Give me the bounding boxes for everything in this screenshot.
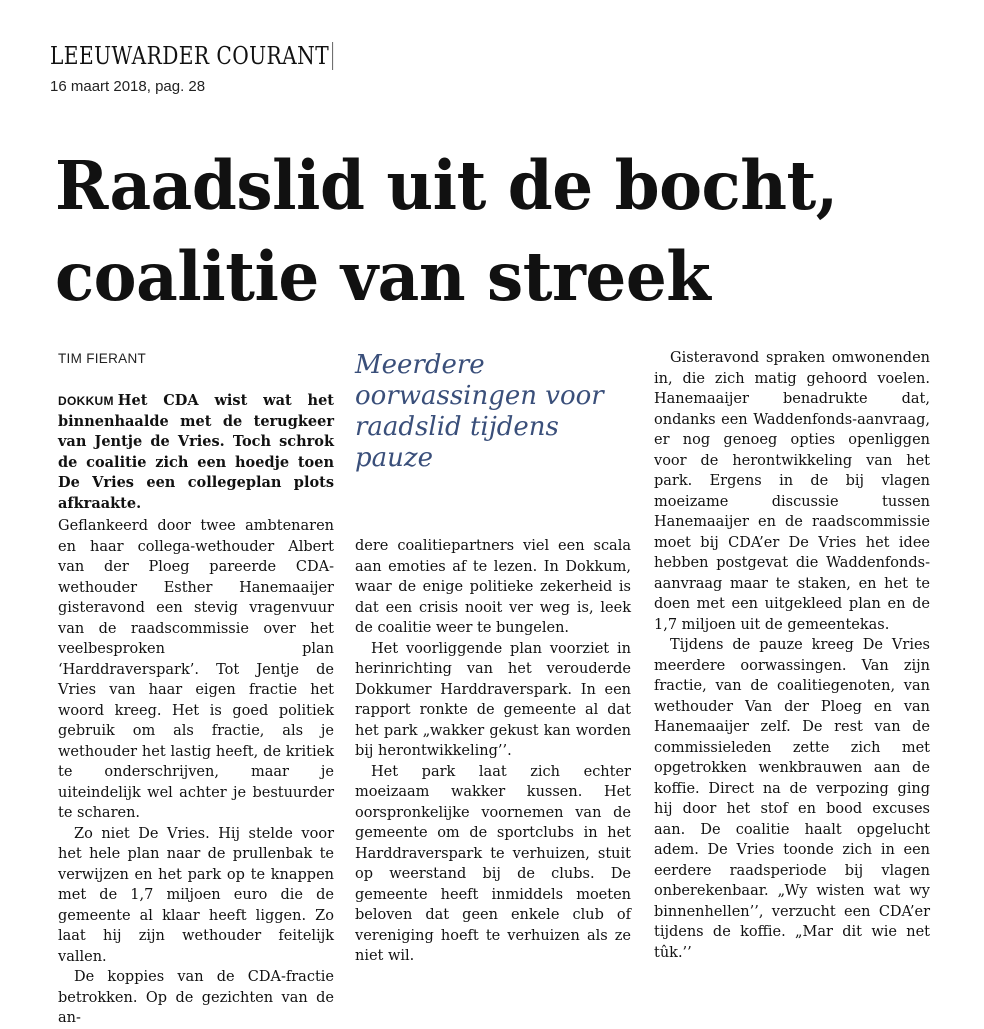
lead-paragraph [58,391,334,514]
body-column-2 [355,536,631,967]
paragraph: dere coalitiepartners viel een scala aan emoties af te lezen. In Dokkum, waar de enige politieke zekerheid is dat een crisis nooit ver weg is, leek de coalitie weer te bungelen. [355,538,631,636]
body-column-3 [654,348,930,963]
lead-text: Het CDA wist wat het binnenhaalde met de terugkeer van Jentje de Vries. Toch schrok de coalitie zich een hoedje toen De Vries een collegeplan plots afkraakte. [58,392,334,512]
paragraph: Het voorliggende plan voorziet in herinrichting van het verouderde Dokkumer Harddraverspark. In een rapport ronkte de gemeente al dat het park „wakker gekust kan worden bij herontwikkeling’’. [355,640,631,759]
body-column-1 [58,516,334,1029]
masthead: LEEUWARDER COURANT [50,42,333,70]
paragraph: Tijdens de pauze kreeg De Vries meerdere oorwassingen. Van zijn fractie, van de coalitiegenoten, van wethouder Van der Ploeg en van Hanemaaijer zelf. De rest van de commissieleden zette zich met opgetrokken wenkbrauwen aan de koffie. Direct na de verpozing ging hij door het stof en bood excuses aan. De coalitie haalt opgelucht adem. De Vries toonde zich in een eerdere raadsperiode bij vlagen onberekenbaar. „Wy wisten wat wy binnenhellen’’, verzucht een CDA’er tijdens de koffie. „Mar dit wie net tûk.’’ [654,637,930,961]
paragraph: Gisteravond spraken omwonenden in, die zich matig gehoord voelen. Hanemaaijer benadrukte dat, ondanks een Waddenfonds-aanvraag, er nog genoeg opties openliggen voor de herontwikkeling van het park. Ergens in de bij vlagen moeizame discussie tussen Hanemaaijer en de raadscommissie moet bij CDA’er De Vries het idee hebben postgevat die Waddenfonds-aanvraag maar te staken, en het te doen met een uitgekleed plan en de 1,7 miljoen uit de gemeentekas. [654,350,930,633]
byline: TIM FIERANT [58,351,147,366]
paragraph: Zo niet De Vries. Hij stelde voor het hele plan naar de prullenbak te verwijzen en het park op te knappen met de 1,7 miljoen euro die de gemeente al klaar heeft liggen. Zo laat hij zijn wethouder feitelijk vallen. [58,825,334,965]
dateline: 16 maart 2018, pag. 28 [50,78,206,95]
headline: Raadslid uit de bocht, coalitie van streek [55,146,838,316]
paragraph: De koppies van de CDA-fractie betrokken. Op de gezichten van de an- [58,969,334,1026]
pull-quote: Meerdere oorwassingen voor raadslid tijdens pauze [355,350,604,473]
paragraph: Geflankeerd door twee ambtenaren en haar collega-wethouder Albert van der Ploeg pareerde CDA-wethouder Esther Hanemaaijer gisteravond een stevig vragenvuur van de raadscommissie over het veelbesproken plan ‘Harddraverspark’. Tot Jentje de Vries van haar eigen fractie het woord kreeg. Het is goed politiek gebruik om als fractie, als je wethouder het lastig heeft, de kritiek te onderschrijven, maar je uiteindelijk wel achter je bestuurder te scharen. [58,518,334,821]
paragraph: Het park laat zich echter moeizaam wakker kussen. Het oorspronkelijke voornemen van de gemeente om de sportclubs in het Harddraverspark te verhuizen, stuit op weerstand bij de clubs. De gemeente heeft inmiddels moeten beloven dat geen enkele club of vereniging hoeft te verhuizen als ze niet wil. [355,763,631,964]
lead-place: DOKKUM [58,394,114,408]
